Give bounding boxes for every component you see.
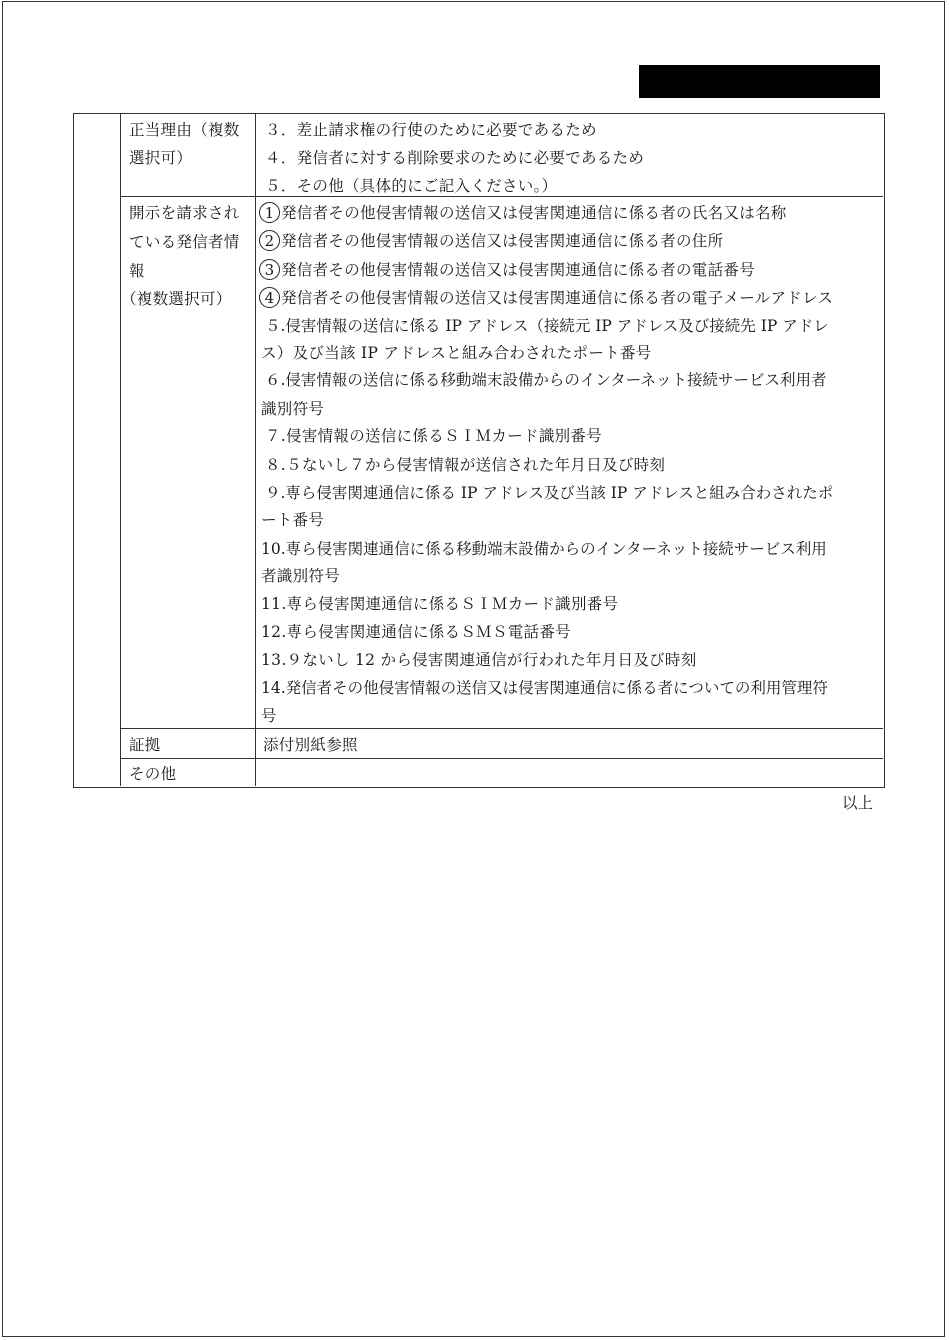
disclosure-item: ス）及び当該 IP アドレスと組み合わされたポート番号	[261, 344, 652, 362]
disclosure-item: 者識別符号	[261, 567, 341, 585]
reason-label-line: 選択可）	[129, 149, 193, 167]
disclosure-item: ６.侵害情報の送信に係る移動端末設備からのインターネット接続サービス利用者	[265, 371, 827, 389]
disclosure-item-selected	[259, 230, 723, 251]
disclosure-item-selected	[259, 287, 833, 308]
disclosure-item: 12.専ら侵害関連通信に係るＳＭＳ電話番号	[261, 623, 571, 641]
disclosure-label-line: 開示を請求され	[129, 204, 240, 222]
reason-label-line: 正当理由（複数	[129, 121, 240, 139]
disclosure-label-line: ている発信者情	[129, 233, 240, 251]
disclosure-item-selected	[259, 259, 755, 280]
circled-number: 2	[259, 230, 280, 251]
disclosure-item-text: 発信者その他侵害情報の送信又は侵害関連通信に係る者の電話番号	[281, 261, 756, 279]
closing-mark: 以上	[842, 794, 874, 812]
table-divider	[120, 114, 121, 786]
reason-item: ３．差止請求権の行使のために必要であるため	[265, 121, 597, 139]
circled-number: 1	[259, 202, 280, 223]
disclosure-item: ５.侵害情報の送信に係る IP アドレス（接続元 IP アドレス及び接続先 IP アドレ	[265, 317, 829, 335]
circled-number: 3	[259, 259, 280, 280]
disclosure-item: ７.侵害情報の送信に係るＳＩＭカード識別番号	[265, 427, 603, 445]
disclosure-item-text: 発信者その他侵害情報の送信又は侵害関連通信に係る者の電子メールアドレス	[281, 289, 834, 307]
disclosure-item-text: 発信者その他侵害情報の送信又は侵害関連通信に係る者の住所	[281, 232, 724, 250]
other-label: その他	[129, 765, 177, 783]
disclosure-label-line: （複数選択可）	[121, 290, 232, 308]
table-divider	[120, 758, 883, 759]
disclosure-item: ８.５ないし７から侵害情報が送信された年月日及び時刻	[265, 456, 666, 474]
disclosure-item: ート番号	[261, 511, 325, 529]
disclosure-item: 14.発信者その他侵害情報の送信又は侵害関連通信に係る者についての利用管理符	[261, 679, 828, 697]
disclosure-item: ９.専ら侵害関連通信に係る IP アドレス及び当該 IP アドレスと組み合わされたポ	[265, 484, 834, 502]
reason-item: ４．発信者に対する削除要求のために必要であるため	[265, 149, 645, 167]
disclosure-label-line: 報	[129, 262, 145, 280]
disclosure-item: 10.専ら侵害関連通信に係る移動端末設備からのインターネット接続サービス利用	[261, 540, 827, 558]
disclosure-item: 号	[261, 707, 277, 725]
disclosure-item: 11.専ら侵害関連通信に係るＳＩＭカード識別番号	[261, 595, 619, 613]
disclosure-item-selected	[259, 202, 787, 223]
circled-number: 4	[259, 287, 280, 308]
evidence-value: 添付別紙参照	[263, 736, 358, 754]
reason-item: ５．その他（具体的にご記入ください。）	[265, 177, 558, 195]
disclosure-item: 13.９ないし 12 から侵害関連通信が行われた年月日及び時刻	[261, 651, 697, 669]
disclosure-item-text: 発信者その他侵害情報の送信又は侵害関連通信に係る者の氏名又は名称	[281, 204, 787, 222]
table-divider	[120, 196, 883, 197]
evidence-label: 証拠	[129, 736, 161, 754]
disclosure-item: 識別符号	[261, 400, 325, 418]
table-divider	[255, 114, 256, 786]
table-divider	[120, 728, 883, 729]
redaction-block	[639, 65, 880, 98]
